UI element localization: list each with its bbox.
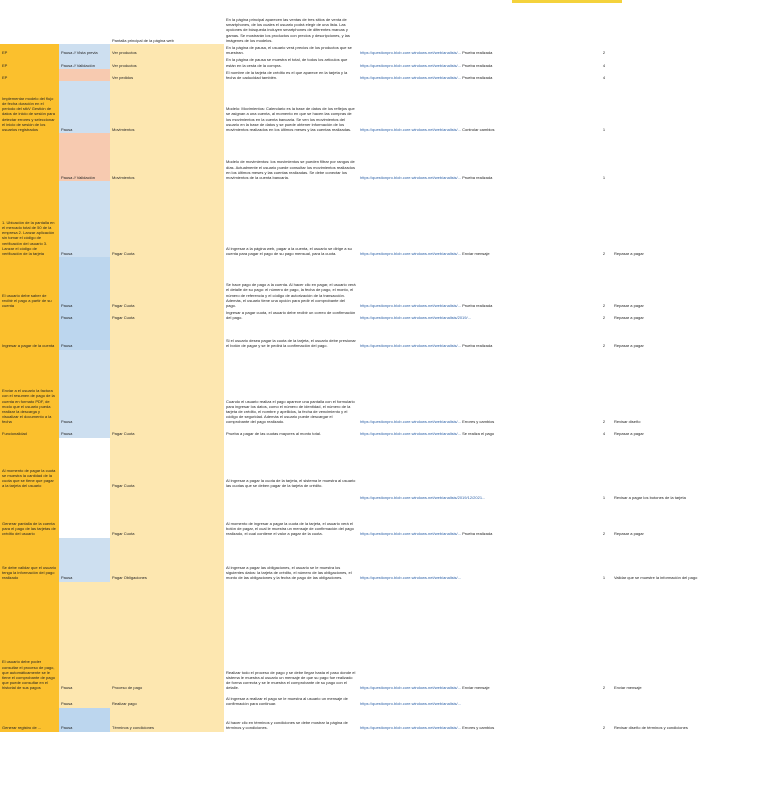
role-cell[interactable] <box>59 490 110 502</box>
url-cell[interactable] <box>358 322 596 350</box>
count-cell[interactable] <box>596 692 612 708</box>
url-cell[interactable] <box>358 257 596 309</box>
description-cell[interactable]: El nombre de la tarjeta de crédito es el que aparece en la tarjeta y la fecha de caducidad también. <box>226 69 348 81</box>
table-row <box>0 309 768 321</box>
url-cell[interactable] <box>358 69 596 81</box>
table-row <box>0 708 768 732</box>
url-cell[interactable] <box>358 133 596 181</box>
url-cell[interactable] <box>358 708 596 732</box>
requirement-cell[interactable] <box>0 309 59 321</box>
role-cell[interactable]: Pausa // Validación <box>59 56 110 68</box>
table-row <box>0 56 768 68</box>
table-row <box>0 538 768 582</box>
role-cell[interactable]: Pausa <box>59 309 110 321</box>
role-cell[interactable]: Pausa <box>59 426 110 438</box>
observation-cell[interactable]: Repasar a pagar <box>614 303 644 309</box>
url-cell[interactable] <box>358 502 596 538</box>
observation-cell[interactable] <box>612 692 768 708</box>
observation-cell[interactable] <box>612 133 768 181</box>
requirement-cell[interactable]: EP <box>0 56 59 68</box>
requirement-cell[interactable]: El usuario debe poder consultar el proceso de pago, que automáticamente se le tiene el comprobante de pago que puede consultar en el historial de sus pagos <box>0 582 59 692</box>
count-cell[interactable]: 2 <box>602 343 606 349</box>
result-text: Errores y cambios <box>462 419 495 425</box>
observation-cell[interactable]: Repasar a pagar <box>614 315 644 321</box>
requirement-cell[interactable]: 1. Ubicación de la pantalla en el mercado total de 50 de la empresa 2. Lanzar aplicación sin tomar el código de verificación del usuario 3. Lanzar el código de verificación de la tarjeta <box>0 181 59 257</box>
role-cell[interactable]: Pausa <box>59 692 110 708</box>
result-text: Prueba realizada <box>462 175 493 181</box>
function-cell[interactable]: Pagar Cuota <box>110 502 224 538</box>
requirement-cell[interactable] <box>0 490 59 502</box>
table-row <box>0 490 768 502</box>
result-text: Prueba realizada <box>462 75 493 81</box>
requirement-cell[interactable]: Funcionalidad <box>0 426 59 438</box>
requirement-cell[interactable] <box>0 692 59 708</box>
observation-cell[interactable] <box>612 81 768 133</box>
url-cell[interactable] <box>358 538 596 582</box>
result-text: Enviar mensaje <box>462 251 490 257</box>
observation-cell[interactable]: Revisar a pagar los botones de la tarjeta <box>614 495 686 501</box>
function-cell[interactable]: Ver productos <box>110 44 224 56</box>
requirement-cell[interactable]: El usuario debe saber de recibir el pago a partir de su cuenta <box>0 257 59 309</box>
description-cell[interactable]: Al hacer clic en términos y condiciones se debe mostrar la página de términos y condiciones. <box>226 720 348 731</box>
description-cell[interactable]: Prueba a pagar de las cuotas mayores al monto total. <box>226 431 321 437</box>
description-cell[interactable]: Modelo: Movimientos: Calendario es la base de datos de los reflejos que se asignan a una cuenta, al momento en que se hacen las compras de los movimientos en la cuenta bancaria. Se ven los movimientos del usuario en la base de datos y se puede obtener información de los movimientos realizados en los últimos meses y las cuentas realizadas. <box>226 106 355 133</box>
evidence-link[interactable]: https://questionpro.blob.core.windows.net/web/analisis/... <box>360 62 461 68</box>
count-cell[interactable]: 2 <box>602 50 606 56</box>
requirement-cell[interactable]: EP <box>0 69 59 81</box>
description-cell[interactable]: Al ingresar a realizar el pago se le muestra al usuario un mensaje de confirmación para continuar. <box>226 696 348 707</box>
observation-cell[interactable]: Validar que se muestre la información del pago <box>614 575 698 581</box>
description-cell[interactable]: Cuando el usuario realiza el pago aparece una pantalla con el formulario para ingresar los datos, como el número de identidad, el número de la tarjeta de crédito, el nombre y apellidos, la fecha de vencimiento y el código de seguridad. Además el usuario puede descargar el comprobante del pago realizado. <box>226 398 355 425</box>
function-cell[interactable]: Términos y condiciones <box>110 708 224 732</box>
url-cell[interactable] <box>358 0 596 44</box>
requirement-cell[interactable] <box>0 133 59 181</box>
evidence-link[interactable]: https://questionpro.blob.core.windows.net/web/analisis/... <box>360 701 461 707</box>
evidence-link[interactable]: https://questionpro.blob.core.windows.net/web/analisis/... <box>360 531 461 537</box>
evidence-link[interactable]: https://questionpro.blob.core.windows.net/web/analisis/... <box>360 685 461 691</box>
function-cell[interactable]: Pagar Cuota <box>110 426 224 438</box>
observation-cell[interactable] <box>612 0 768 44</box>
evidence-link[interactable]: https://questionpro.blob.core.windows.net/web/analisis/2019/12/2021... <box>360 495 486 501</box>
url-cell[interactable] <box>358 426 596 438</box>
description-cell[interactable]: En la página de pausa se muestra el total, de todos los artículos que están en la cesta de la compra. <box>226 57 348 68</box>
description-cell[interactable]: En la página principal aparecen las ventas de tres sitios de venta de smartphones, de los cuales el usuario podrá elegir de una lista. Las opciones de búsqueda incluyen smartphones de diferentes marcas y gamas. Se mostrarán los productos con precios y descripciones, y las imágenes de los modelos. <box>226 16 350 43</box>
observation-cell[interactable]: Repasar a pagar <box>614 343 644 349</box>
table-row <box>0 438 768 490</box>
function-cell[interactable]: Movimientos <box>110 81 224 133</box>
result-text: Errores y cambios <box>462 725 495 731</box>
evidence-link[interactable]: https://questionpro.blob.core.windows.net/web/analisis/... <box>360 303 461 309</box>
description-cell[interactable]: Modelo de movimientos: los movimientos se pueden filtrar por rangos de días. Actualmente el usuario puede consultar los movimientos realizados en los últimos meses y las cuentas realizadas. Se debe conectar los movimientos de la cuenta bancaria. <box>226 159 355 181</box>
url-cell[interactable] <box>358 44 596 56</box>
description-cell[interactable]: Se hace pago de pago a la cuenta. Al hacer clic en pagar, el usuario verá el detalle de su pago: el número de pago, la fecha de pago, el monto, el número de referencia y el código de autorización de la transacción. Además, el usuario tiene una opción para pedir el comprobante del pago. <box>226 282 356 309</box>
requirement-cell[interactable]: Implementar modelo del flujo de fecha duración en el periodo del stkV Gestión de datos de inicio de sesión para detectar errores y seleccionar el inicio de sesión de los usuarios registrados <box>0 81 59 133</box>
role-cell[interactable]: Pausa <box>59 350 110 426</box>
description-cell[interactable]: Al ingresar a la página web, pagar a la cuenta, el usuario se dirige a su cuenta para pagar el pago de su pago mensual, para la cuota. <box>226 245 352 257</box>
function-cell[interactable]: Pagar Obligaciones <box>110 538 224 582</box>
role-cell[interactable] <box>59 502 110 538</box>
observation-cell[interactable] <box>612 438 768 490</box>
role-cell[interactable]: Pausa <box>59 257 110 309</box>
count-cell[interactable]: 2 <box>602 531 606 537</box>
function-cell[interactable]: Ver productos <box>110 56 224 68</box>
count-cell[interactable]: 1 <box>602 495 606 501</box>
evidence-link[interactable]: https://questionpro.blob.core.windows.net/web/analisis/... <box>360 725 461 731</box>
result-text: Prueba realizada <box>462 531 493 537</box>
function-cell[interactable]: Proceso de pago <box>110 582 224 692</box>
requirement-cell[interactable]: EP <box>0 44 59 56</box>
url-cell[interactable] <box>358 181 596 257</box>
requirement-cell[interactable]: Enviar a el usuario la factura con el resumen de pago de la cuenta en formato PDF, de modo que el usuario pueda realizar la descarga y visualizar el documento a la fecha <box>0 350 59 426</box>
url-cell[interactable] <box>358 582 596 692</box>
count-cell[interactable]: 2 <box>602 303 606 309</box>
table-row <box>0 502 768 538</box>
observation-cell[interactable]: Revisar diseño <box>614 419 641 425</box>
result-text: Se realiza el pago <box>462 431 495 437</box>
description-cell[interactable]: Realizar todo el proceso de pago y se debe llegar hasta el paso donde el sistema le muestra al usuario un mensaje de que su pago fue realizado de forma correcta y se le muestra el comprobante de su pago con el detalle. <box>226 669 356 691</box>
table-row <box>0 350 768 426</box>
result-text: Prueba realizada <box>462 62 493 68</box>
table-row <box>0 692 768 708</box>
evidence-link[interactable]: https://questionpro.blob.core.windows.net/web/analisis/... <box>360 127 461 133</box>
evidence-link[interactable]: https://questionpro.blob.core.windows.net/web/analisis/... <box>360 75 461 81</box>
evidence-link[interactable]: https://questionpro.blob.core.windows.net/web/analisis/... <box>360 175 461 181</box>
description-cell[interactable]: Ingresar a pagar cuota, el usuario debe recibir un correo de confirmación del pago. <box>226 310 356 321</box>
requirement-cell[interactable]: Generar registro de ... <box>0 708 59 732</box>
table-row <box>0 0 768 44</box>
description-cell[interactable]: Al ingresar a pagar las obligaciones, el usuario se le muestra los siguientes datos: la tarjeta de crédito, el número de las obligaciones, el monto de las obligaciones y la fecha de pago de las obligaciones. <box>226 565 352 581</box>
role-cell[interactable]: Pausa <box>59 708 110 732</box>
role-cell[interactable] <box>59 438 110 490</box>
table-row <box>0 44 768 56</box>
evidence-link[interactable]: https://questionpro.blob.core.windows.net/web/analisis/... <box>360 343 461 349</box>
role-cell[interactable]: Pausa // Validación <box>59 133 110 181</box>
observation-cell[interactable]: Repasar a pagar <box>614 431 644 437</box>
description-cell[interactable]: Al ingresar a pagar la cuota de la tarjeta, el sistema le muestra al usuario las cuotas que se deben pagar de la tarjeta de crédito. <box>226 478 356 489</box>
url-cell[interactable] <box>358 490 596 502</box>
url-cell[interactable] <box>358 692 596 708</box>
observation-cell[interactable]: Revisar diseño de términos y condiciones <box>614 725 688 731</box>
count-cell[interactable]: 2 <box>602 315 606 321</box>
evidence-link[interactable]: https://questionpro.blob.core.windows.net/web/analisis/2019/... <box>360 315 471 321</box>
count-cell[interactable]: 2 <box>602 725 606 731</box>
count-cell[interactable]: 4 <box>602 62 606 68</box>
function-cell[interactable]: Realizar pago <box>110 692 224 708</box>
table-row <box>0 582 768 692</box>
table-row <box>0 181 768 257</box>
result-text: Controlar cambios <box>462 127 495 133</box>
role-cell[interactable]: Pausa <box>59 181 110 257</box>
result-text: Prueba realizada <box>462 343 493 349</box>
evidence-link[interactable]: https://questionpro.blob.core.windows.net/web/analisis/... <box>360 419 461 425</box>
url-cell[interactable] <box>358 438 596 490</box>
function-cell[interactable]: Ver pedidos <box>110 69 224 81</box>
count-cell[interactable]: 2 <box>602 419 606 425</box>
result-text: Prueba realizada <box>462 303 493 309</box>
function-cell[interactable]: Pantalla principal de la página web <box>112 37 174 43</box>
description-cell[interactable]: Al momento de ingresar a pagar la cuota de la tarjeta, el usuario verá el botón de pagar, el cual le muestra un mensaje de confirmación del pago realizado, el cual contiene el valor a pagar de la cuota. <box>226 521 354 537</box>
count-cell[interactable]: 4 <box>602 75 606 81</box>
evidence-link[interactable]: https://questionpro.blob.core.windows.net/web/analisis/... <box>360 50 461 56</box>
requirement-cell[interactable] <box>0 0 59 44</box>
observation-cell[interactable]: Repasar a pagar <box>614 251 644 257</box>
role-cell[interactable]: Pausa <box>59 538 110 582</box>
count-cell[interactable] <box>596 438 612 490</box>
table-row <box>0 133 768 181</box>
function-cell[interactable]: Movimientos <box>110 133 224 181</box>
evidence-link[interactable]: https://questionpro.blob.core.windows.net/web/analisis/... <box>360 251 461 257</box>
observation-cell[interactable]: Repasar a pagar <box>614 531 644 537</box>
role-cell[interactable] <box>59 69 110 81</box>
function-cell[interactable]: Pagar Cuota <box>110 438 224 490</box>
role-cell[interactable] <box>59 0 110 44</box>
requirement-cell[interactable]: Al momento de pagar la cuota se muestra la cantidad de la cuota que se tiene que pagar a la tarjeta del usuario <box>0 438 59 490</box>
function-cell[interactable]: Pagar Cuota <box>110 257 224 309</box>
count-cell[interactable]: 1 <box>602 175 606 181</box>
evidence-link[interactable]: https://questionpro.blob.core.windows.net/web/analisis/... <box>360 431 461 437</box>
requirement-cell[interactable]: Se debe validar que el usuario tenga la información del pago realizado <box>0 538 59 582</box>
observation-cell[interactable] <box>612 69 768 81</box>
role-cell[interactable]: Pausa // Vista previa <box>59 44 110 56</box>
url-cell[interactable] <box>358 309 596 321</box>
count-cell[interactable]: 2 <box>602 685 606 691</box>
description-cell[interactable]: En la página de pausa, el usuario verá precios de los productos que se muestran. <box>226 45 352 56</box>
table-row <box>0 69 768 81</box>
description-cell[interactable] <box>224 490 358 502</box>
role-cell[interactable]: Pausa <box>59 322 110 350</box>
function-cell[interactable] <box>110 322 224 350</box>
function-cell[interactable]: Pagar Cuota <box>110 181 224 257</box>
observation-cell[interactable] <box>612 44 768 56</box>
count-cell[interactable]: 2 <box>602 251 606 257</box>
observation-cell[interactable] <box>612 56 768 68</box>
url-cell[interactable] <box>358 350 596 426</box>
requirement-cell[interactable]: Generar pantalla de la cuenta para el pago de las tarjetas de crédito del usuario <box>0 502 59 538</box>
table-row <box>0 257 768 309</box>
function-cell[interactable] <box>110 350 224 426</box>
count-cell[interactable]: 1 <box>602 575 606 581</box>
result-text: Prueba realizada <box>462 50 493 56</box>
table-row <box>0 322 768 350</box>
table-row <box>0 426 768 438</box>
evidence-link[interactable]: https://questionpro.blob.core.windows.net/web/analisis/... <box>360 575 461 581</box>
role-cell[interactable]: Pausa <box>59 81 110 133</box>
url-cell[interactable] <box>358 81 596 133</box>
result-text: Enviar mensaje <box>462 685 490 691</box>
description-cell[interactable]: Si el usuario desea pagar la cuota de la tarjeta, el usuario debe presionar el botón de pagar y se le pedirá la confirmación del pago. <box>226 338 356 349</box>
url-cell[interactable] <box>358 56 596 68</box>
function-cell[interactable]: Pagar Cuota <box>110 309 224 321</box>
table-row <box>0 81 768 133</box>
requirement-cell[interactable]: Ingresar a pagar de la cuenta <box>0 322 59 350</box>
count-cell[interactable] <box>596 0 612 44</box>
count-cell[interactable]: 4 <box>602 431 606 437</box>
role-cell[interactable]: Pausa <box>59 582 110 692</box>
function-cell[interactable] <box>110 490 224 502</box>
count-cell[interactable]: 1 <box>602 127 606 133</box>
observation-cell[interactable]: Enviar mensaje <box>614 685 642 691</box>
